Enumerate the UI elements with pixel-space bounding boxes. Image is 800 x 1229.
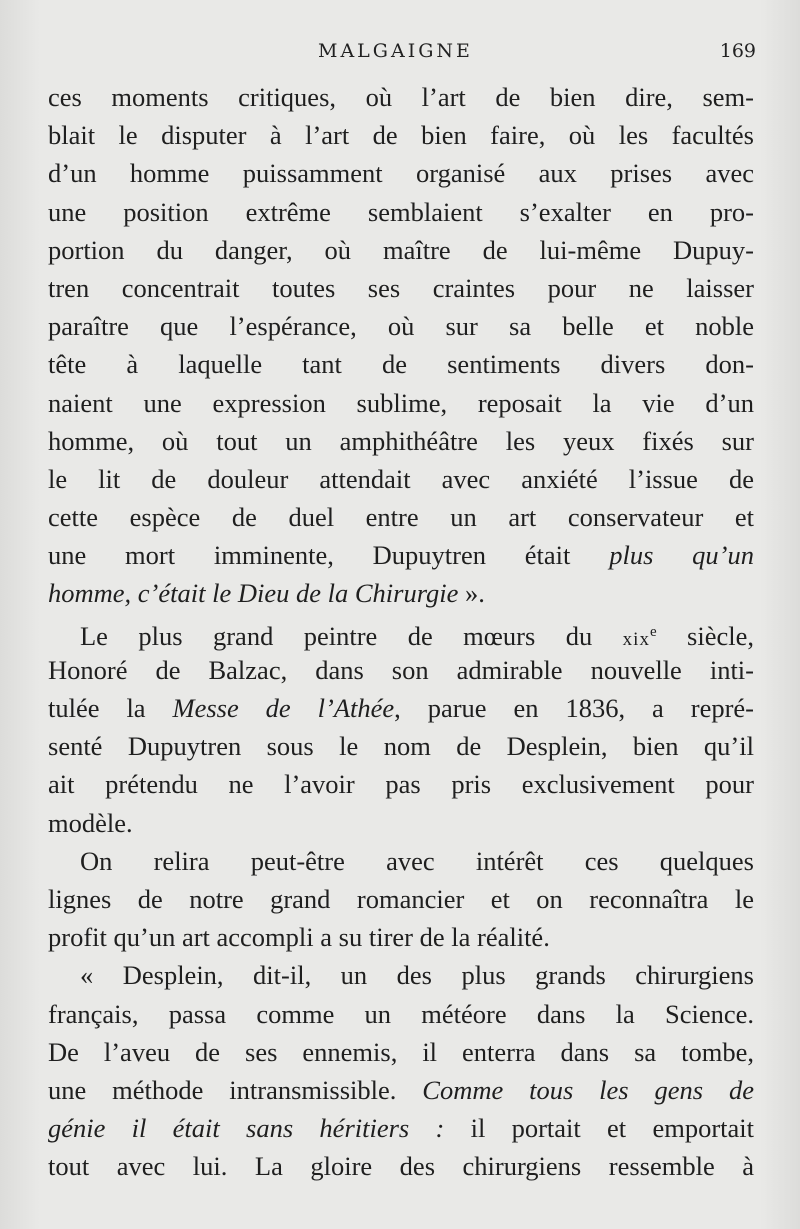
running-head <box>48 40 756 74</box>
text-line: profit qu’un art accompli a su tirer de la réalité. <box>48 922 550 953</box>
text-line: « Desplein, dit-il, un des plus grands chirurgiens <box>80 960 754 991</box>
italic-text: génie il était sans héritiers : <box>48 1113 445 1144</box>
text-line: d’un homme puissamment organisé aux prises avec <box>48 158 754 189</box>
text-line: On relira peut-être avec intérêt ces quelques <box>80 845 754 876</box>
body-text <box>48 78 754 1185</box>
text-line: De l’aveu de ses ennemis, il enterra dans sa tombe, <box>48 1036 754 1067</box>
text-line: modèle. <box>48 807 133 838</box>
text-line: portion du danger, où maître de lui-même Dupuy- <box>48 234 754 265</box>
text-line: homme, c’était le Dieu de la Chirurgie ». <box>48 578 485 609</box>
text-line: français, passa comme un météore dans la Science. <box>48 998 754 1029</box>
italic-text: plus qu’un <box>609 540 754 571</box>
text-line: le lit de douleur attendait avec anxiété l’issue de <box>48 463 754 494</box>
text-line: ait prétendu ne l’avoir pas pris exclusivement pour <box>48 769 754 800</box>
text-line: paraître que l’espérance, où sur sa belle et noble <box>48 311 754 342</box>
text-line: tren concentrait toutes ses craintes pour ne laisser <box>48 272 754 303</box>
text-line: Le plus grand peintre de mœurs du xix$^e$ siècle, <box>80 620 754 651</box>
page-number: 169 <box>719 40 756 62</box>
text-line: ces moments critiques, où l’art de bien dire, sem- <box>48 82 754 112</box>
text-line: cette espèce de duel entre un art conservateur et <box>48 502 754 533</box>
italic-text: homme, c’était le Dieu de la Chirurgie <box>48 578 459 609</box>
text-line: senté Dupuytren sous le nom de Desplein, bien qu’il <box>48 731 754 762</box>
text-line: tout avec lui. La gloire des chirurgiens ressemble à <box>48 1151 754 1182</box>
text-line: une méthode intransmissible. Comme tous les gens de <box>48 1074 754 1105</box>
superscript: e <box>649 623 657 640</box>
small-caps-numeral: xix <box>622 628 650 650</box>
text-line: homme, où tout un amphithéâtre les yeux fixés sur <box>48 425 754 456</box>
text-line: une position extrême semblaient s’exalter en pro- <box>48 196 754 227</box>
text-line: Honoré de Balzac, dans son admirable nouvelle inti- <box>48 654 754 685</box>
text-line: naient une expression sublime, reposait la vie d’un <box>48 387 754 418</box>
text-line: blait le disputer à l’art de bien faire, où les facultés <box>48 120 754 151</box>
text-line: génie il était sans héritiers : il portait et emportait <box>48 1113 754 1144</box>
text-line: tulée la Messe de l’Athée, parue en 1836, a repré- <box>48 693 754 723</box>
running-title: MALGAIGNE <box>318 40 473 62</box>
italic-text: Comme tous les gens de <box>422 1074 754 1105</box>
text-line: une mort imminente, Dupuytren était plus qu’un <box>48 540 754 571</box>
text-line: tête à laquelle tant de sentiments divers don- <box>48 349 754 380</box>
italic-text: Messe de l’Athée <box>172 693 395 723</box>
text-line: lignes de notre grand romancier et on reconnaîtra le <box>48 883 754 914</box>
